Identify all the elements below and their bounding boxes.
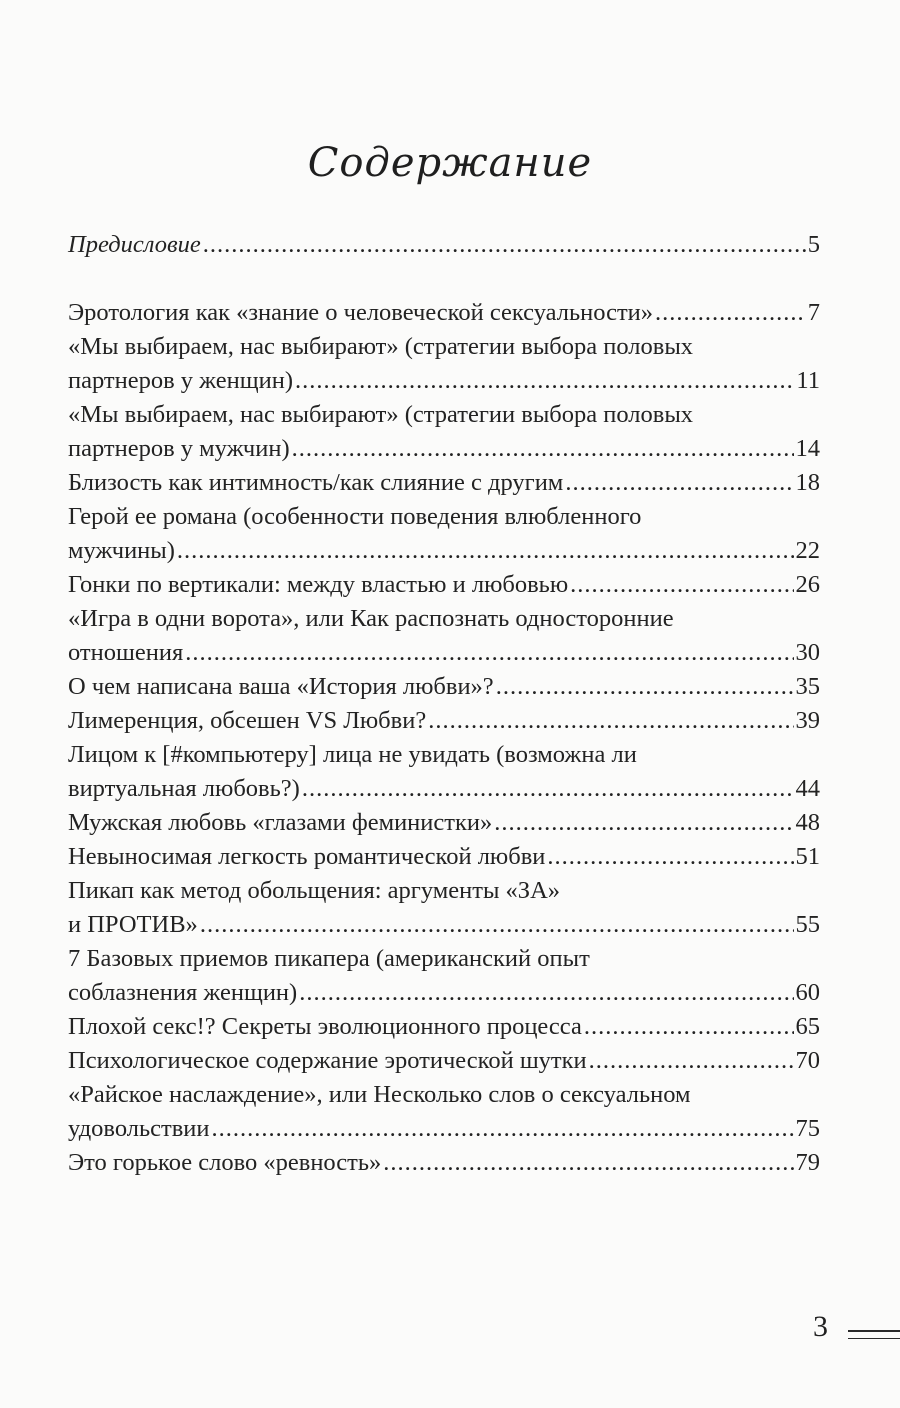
toc-entry-title-line: «Райское наслаждение», или Несколько слов о сексуальном	[68, 1081, 691, 1108]
toc-dot-leader	[589, 1044, 794, 1078]
toc-dot-leader	[177, 534, 794, 568]
page-number: 3	[813, 1310, 828, 1343]
toc-entry[interactable]	[68, 670, 820, 704]
toc-dot-leader	[200, 908, 794, 942]
toc-entry-page: 5	[807, 231, 820, 258]
toc-entry-title: Эротология как «знание о человеческой сексуальности»	[68, 299, 654, 326]
toc-entry-page: 30	[795, 639, 820, 666]
toc-entry-title: отношения	[68, 639, 184, 666]
toc-dot-leader	[383, 1146, 793, 1180]
toc-entry-title-line: Герой ее романа (особенности поведения влюбленного	[68, 503, 642, 530]
toc-entry-title: мужчины)	[68, 537, 175, 564]
toc-entry[interactable]	[68, 704, 820, 738]
page-title: Содержание	[307, 140, 593, 186]
toc-entry[interactable]	[68, 398, 820, 466]
toc-entry-title: Близость как интимность/как слияние с другим	[68, 469, 564, 496]
toc-entry[interactable]	[68, 840, 820, 874]
toc-dot-leader	[292, 432, 794, 466]
toc-entry-page: 70	[795, 1047, 820, 1074]
toc-dot-leader	[655, 296, 806, 330]
toc-entry[interactable]	[68, 1146, 820, 1180]
page-number-rule	[848, 1330, 900, 1339]
toc-entry-title: Лимеренция, обсешен VS Любви?	[68, 707, 427, 734]
toc-entry-page: 26	[795, 571, 820, 598]
toc-entry-title: Мужская любовь «глазами феминистки»	[68, 809, 493, 836]
toc-dot-leader	[299, 976, 793, 1010]
toc-dot-leader	[584, 1010, 794, 1044]
toc-entry[interactable]	[68, 602, 820, 670]
toc-entry-page: 22	[795, 537, 820, 564]
toc-entry-page: 35	[795, 673, 820, 700]
toc-entry-title: Невыносимая легкость романтической любви	[68, 843, 546, 870]
toc-entry-title: Это горькое слово «ревность»	[68, 1149, 382, 1176]
toc-dot-leader	[565, 466, 793, 500]
toc-entry[interactable]	[68, 330, 820, 398]
toc-entry-title: партнеров у мужчин)	[68, 435, 290, 462]
toc-entry-title: Гонки по вертикали: между властью и любовью	[68, 571, 569, 598]
toc-entry[interactable]	[68, 466, 820, 500]
toc-entry-page: 48	[795, 809, 820, 836]
toc-entry-page: 44	[795, 775, 820, 802]
toc-entry-page: 60	[795, 979, 820, 1006]
toc-entry-title-line: Лицом к [#компьютеру] лица не увидать (возможна ли	[68, 741, 637, 768]
toc-entry[interactable]	[68, 874, 820, 942]
toc-entry-title: удовольствии	[68, 1115, 210, 1142]
toc-entry-title-line: «Мы выбираем, нас выбирают» (стратегии выбора половых	[68, 401, 694, 428]
toc-entry[interactable]	[68, 738, 820, 806]
toc-entry-page: 14	[795, 435, 820, 462]
table-of-contents	[68, 228, 820, 1180]
toc-dot-leader	[570, 568, 793, 602]
toc-entry-page: 75	[795, 1115, 820, 1142]
toc-entry-title: соблазнения женщин)	[68, 979, 298, 1006]
toc-dot-leader	[302, 772, 794, 806]
toc-entry-title: Психологическое содержание эротической шутки	[68, 1047, 587, 1074]
toc-dot-leader	[203, 228, 806, 262]
toc-dot-leader	[212, 1112, 794, 1146]
toc-dot-leader	[547, 840, 793, 874]
toc-entry[interactable]	[68, 228, 820, 262]
toc-entry-title: партнеров у женщин)	[68, 367, 294, 394]
toc-entry-title: О чем написана ваша «История любви»?	[68, 673, 494, 700]
toc-entry[interactable]	[68, 942, 820, 1010]
toc-entry[interactable]	[68, 1044, 820, 1078]
toc-entry-title: Плохой секс!? Секреты эволюционного процесса	[68, 1013, 582, 1040]
toc-dot-leader	[295, 364, 794, 398]
toc-entry-title-line: «Игра в одни ворота», или Как распознать односторонние	[68, 605, 674, 632]
toc-entry[interactable]	[68, 1078, 820, 1146]
toc-entry-title-line: «Мы выбираем, нас выбирают» (стратегии выбора половых	[68, 333, 694, 360]
toc-dot-leader	[494, 806, 793, 840]
toc-entry-page: 55	[795, 911, 820, 938]
toc-entry-title-line: Пикап как метод обольщения: аргументы «ЗА»	[68, 877, 561, 904]
toc-entry-page: 65	[795, 1013, 820, 1040]
toc-entry-page: 18	[795, 469, 820, 496]
toc-entry-page: 39	[795, 707, 820, 734]
toc-dot-leader	[428, 704, 793, 738]
toc-entry-page: 79	[795, 1149, 820, 1176]
toc-entry[interactable]	[68, 500, 820, 568]
toc-entry[interactable]	[68, 296, 820, 330]
toc-entry-title: Предисловие	[68, 231, 201, 258]
toc-entry-title: и ПРОТИВ»	[68, 911, 198, 938]
toc-entry-title: виртуальная любовь?)	[68, 775, 300, 802]
toc-dot-leader	[496, 670, 794, 704]
toc-entry-page: 7	[807, 299, 820, 326]
toc-entry[interactable]	[68, 1010, 820, 1044]
toc-entry[interactable]	[68, 568, 820, 602]
toc-entry-page: 11	[796, 367, 820, 394]
toc-entry-title-line: 7 Базовых приемов пикапера (американский опыт	[68, 945, 590, 972]
toc-entry-page: 51	[795, 843, 820, 870]
toc-entry[interactable]	[68, 806, 820, 840]
toc-dot-leader	[185, 636, 793, 670]
